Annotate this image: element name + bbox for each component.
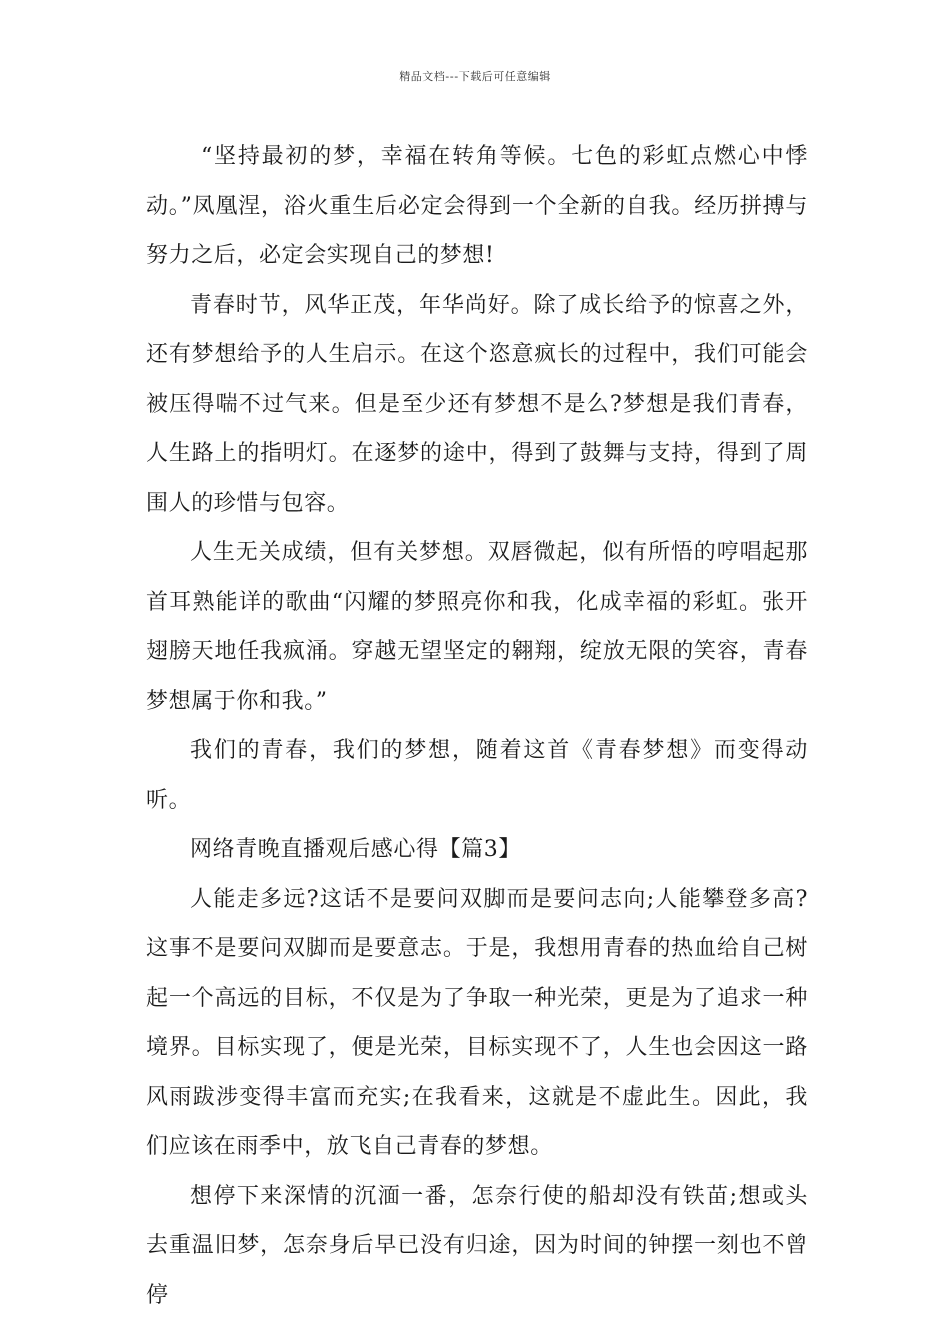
paragraph: 想停下来深情的沉湎一番，怎奈行使的船却没有铁苗;想或头去重温旧梦，怎奈身后早已没有归途，因为时间的钟摆一刻也不曾停 [146,1183,808,1308]
paragraph: 青春时节，风华正茂，年华尚好。除了成长给予的惊喜之外，还有梦想给予的人生启示。在这个恣意疯长的过程中，我们可能会被压得喘不过气来。但是至少还有梦想不是么?梦想是我们青春，人生路上的指明灯。在逐梦的途中，得到了鼓舞与支持，得到了周围人的珍惜与包容。 [146,292,808,516]
paragraph: 人生无关成绩，但有关梦想。双唇微起，似有所悟的哼唱起那首耳熟能详的歌曲“闪耀的梦照亮你和我，化成幸福的彩虹。张开翅膀天地任我疯涌。穿越无望坚定的翱翔，绽放无限的笑容，青春梦想属于你和我。” [146,540,808,714]
paragraph: 人能走多远?这话不是要问双脚而是要问志向;人能攀登多高?这事不是要问双脚而是要意志。于是，我想用青春的热血给自己树起一个高远的目标，不仅是为了争取一种光荣，更是为了追求一种境界。目标实现了，便是光荣，目标实现不了，人生也会因这一路风雨跋涉变得丰富而充实;在我看来，这就是不虚此生。因此，我们应该在雨季中，放飞自己青春的梦想。 [146,886,808,1159]
paragraph: “坚持最初的梦，幸福在转角等候。七色的彩虹点燃心中悸动。”凤凰涅，浴火重生后必定会得到一个全新的自我。经历拼搏与努力之后，必定会实现自己的梦想! [146,144,808,268]
section-heading: 网络青晚直播观后感心得【篇3】 [190,837,521,862]
page-header: 精品文档---下载后可任意编辑 [399,70,551,83]
document-body [146,132,808,1320]
paragraph: 我们的青春，我们的梦想，随着这首《青春梦想》而变得动听。 [146,738,808,813]
